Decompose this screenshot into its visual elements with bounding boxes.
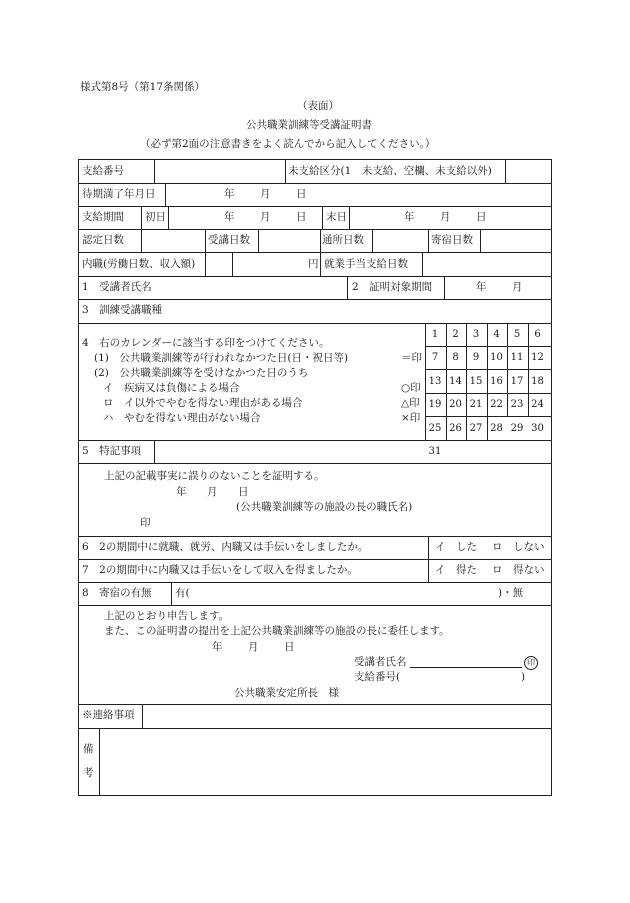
calendar-sub-ha: ハ やむを得ない理由がない場合 bbox=[103, 412, 261, 424]
cell-divider bbox=[141, 229, 142, 252]
calendar-day[interactable]: 30 bbox=[531, 422, 544, 434]
cell-divider bbox=[99, 728, 100, 796]
calendar-day[interactable]: 23 bbox=[510, 399, 524, 411]
calendar-day[interactable]: 10 bbox=[490, 352, 503, 364]
cell-divider bbox=[171, 582, 172, 605]
cert-day: 日 bbox=[238, 486, 249, 498]
label-shonichi: 初日 bbox=[145, 211, 166, 223]
date-year: 年 bbox=[224, 211, 235, 223]
calendar-day[interactable]: 25 bbox=[428, 422, 442, 434]
label-shikyu-kikan: 支給期間 bbox=[82, 211, 124, 223]
calendar-day[interactable]: 5 bbox=[513, 329, 521, 340]
calendar-day[interactable]: 2 bbox=[452, 329, 459, 340]
calendar-day[interactable]: 20 bbox=[449, 399, 462, 411]
calendar-day[interactable]: 22 bbox=[490, 399, 503, 411]
label-shomei-kikan: 2 証明対象期間 bbox=[352, 281, 433, 293]
label-naishoku: 内職(労働日数、収入額) bbox=[82, 258, 196, 270]
cell-divider bbox=[258, 229, 259, 252]
facility-head-label: (公共職業訓練等の施設の長の職氏名) bbox=[236, 501, 413, 513]
calendar-day[interactable]: 1 bbox=[431, 329, 439, 340]
row-divider bbox=[78, 323, 552, 324]
cell-divider bbox=[428, 229, 429, 252]
decl-day: 日 bbox=[284, 641, 295, 653]
cell-divider bbox=[349, 206, 350, 229]
row-divider bbox=[78, 299, 552, 300]
date-year: 年 bbox=[224, 188, 235, 200]
decl-year: 年 bbox=[212, 641, 223, 653]
cell-divider bbox=[372, 229, 373, 252]
name-underline bbox=[410, 667, 522, 668]
cell-divider bbox=[285, 159, 286, 183]
cell-divider bbox=[168, 206, 169, 229]
cert-month: 月 bbox=[207, 486, 218, 498]
calendar-day[interactable]: 15 bbox=[469, 375, 483, 387]
calendar-item-1: (1) 公共職業訓練等が行われなかつた日(日・祝日等) bbox=[94, 352, 349, 364]
cell-divider bbox=[480, 229, 481, 252]
mark-triangle: △印 bbox=[401, 397, 420, 409]
calendar-day[interactable]: 8 bbox=[452, 352, 459, 364]
calendar-day[interactable]: 28 bbox=[490, 422, 503, 434]
cell-divider bbox=[142, 704, 143, 728]
calendar-day[interactable]: 9 bbox=[472, 352, 480, 364]
instruction-note: （必ず第2面の注意書きをよく読んでから記入してください。） bbox=[140, 138, 436, 150]
label-biko-2: 考 bbox=[83, 767, 94, 779]
calendar-line bbox=[425, 369, 552, 370]
label-juko-nissu: 受講日数 bbox=[208, 234, 250, 246]
calendar-item-2: (2) 公共職業訓練等を受けなかつた日のうち bbox=[94, 367, 309, 379]
calendar-day[interactable]: 3 bbox=[472, 329, 480, 340]
form-number: 様式第8号（第17条関係） bbox=[80, 81, 206, 93]
calendar-day[interactable]: 27 bbox=[469, 422, 483, 434]
calendar-day[interactable]: 14 bbox=[449, 375, 462, 387]
certification-statement: 上記の記載事実に誤りのないことを証明する。 bbox=[104, 470, 325, 482]
name-seal bbox=[524, 656, 538, 670]
calendar-line bbox=[425, 346, 552, 347]
cell-divider bbox=[444, 276, 445, 299]
row-divider bbox=[78, 276, 552, 277]
mark-equal: ＝印 bbox=[401, 352, 422, 364]
form-title: 公共職業訓練等受講証明書 bbox=[246, 119, 372, 131]
cell-divider bbox=[205, 252, 206, 276]
date-day: 日 bbox=[476, 211, 487, 223]
calendar-day[interactable]: 26 bbox=[449, 422, 462, 434]
calendar-day[interactable]: 24 bbox=[531, 399, 544, 411]
calendar-day[interactable]: 16 bbox=[490, 375, 503, 387]
row-divider bbox=[78, 582, 552, 583]
cell-divider bbox=[347, 276, 348, 299]
declaration-line-2: また、この証明書の提出を上記公共職業訓練等の施設の長に委任します。 bbox=[104, 625, 450, 637]
row-divider bbox=[78, 559, 552, 560]
calendar-line bbox=[425, 416, 552, 417]
label-matsujitsu: 末日 bbox=[326, 211, 347, 223]
calendar-sub-i: イ 疾病又は負傷による場合 bbox=[103, 382, 240, 394]
cell-divider bbox=[141, 206, 142, 229]
cell-divider bbox=[428, 536, 429, 582]
label-shikyu-bango: 支給番号 bbox=[82, 165, 124, 177]
row-divider bbox=[78, 704, 552, 705]
cell-divider bbox=[320, 229, 321, 252]
row-divider bbox=[78, 463, 552, 464]
cert-seal: 印 bbox=[140, 517, 151, 529]
question-6: 6 2の期間中に就職、就労、内職又は手伝いをしましたか。 bbox=[82, 541, 369, 553]
date-day: 日 bbox=[296, 188, 307, 200]
row-divider bbox=[78, 728, 552, 729]
label-yen: 円 bbox=[308, 258, 319, 270]
calendar-day[interactable]: 19 bbox=[428, 399, 442, 411]
calendar-day[interactable]: 29 bbox=[510, 422, 524, 434]
date-month: 月 bbox=[260, 188, 271, 200]
kishuku-nashi[interactable]: )・無 bbox=[498, 587, 524, 599]
label-tsusho-nissu: 通所日数 bbox=[322, 234, 364, 246]
row-divider bbox=[78, 536, 552, 537]
calendar-day[interactable]: 7 bbox=[431, 352, 439, 364]
cert-year: 年 bbox=[176, 486, 187, 498]
calendar-heading: 4 右のカレンダーに該当する印をつけてください。 bbox=[82, 337, 330, 349]
row-divider bbox=[78, 440, 552, 441]
row-divider bbox=[78, 183, 552, 184]
kishuku-ari[interactable]: 有( bbox=[175, 587, 190, 599]
period-month: 月 bbox=[512, 281, 523, 293]
calendar-day[interactable]: 6 bbox=[534, 329, 541, 340]
mark-circle: ○印 bbox=[401, 382, 421, 394]
calendar-line bbox=[425, 393, 552, 394]
question-7: 7 2の期間中に内職又は手伝いをして収入を得ましたか。 bbox=[82, 564, 358, 576]
calendar-day[interactable]: 18 bbox=[531, 375, 544, 387]
addressee: 公共職業安定所長 様 bbox=[234, 687, 339, 699]
label-nintei-nissu: 認定日数 bbox=[82, 234, 124, 246]
row-divider bbox=[78, 206, 552, 207]
label-kishuku-nissu: 寄宿日数 bbox=[431, 234, 473, 246]
label-biko-1: 備 bbox=[83, 743, 94, 755]
shikyu-bango-close: ) bbox=[521, 671, 526, 683]
calendar-day[interactable]: 11 bbox=[510, 352, 524, 364]
label-kunren-shokushu: 3 訓練受講職種 bbox=[82, 304, 163, 316]
date-month: 月 bbox=[440, 211, 451, 223]
cell-divider bbox=[205, 229, 206, 252]
row-divider bbox=[78, 252, 552, 253]
label-shikyu-bango-decl: 支給番号( bbox=[354, 671, 401, 683]
calendar-day[interactable]: 21 bbox=[469, 399, 483, 411]
q7-option-i[interactable]: イ 得た bbox=[435, 564, 477, 576]
cell-divider bbox=[322, 206, 323, 229]
cell-divider bbox=[165, 183, 166, 206]
date-year: 年 bbox=[404, 211, 415, 223]
row-divider bbox=[78, 605, 552, 606]
cell-divider bbox=[422, 252, 423, 276]
cell-divider bbox=[232, 252, 233, 276]
q6-option-i[interactable]: イ した bbox=[435, 541, 477, 553]
label-tokki: 5 特記事項 bbox=[82, 445, 142, 457]
label-taiki-manryo: 待期満了年月日 bbox=[82, 188, 156, 200]
label-shugyo-teate: 就業手当支給日数 bbox=[324, 258, 408, 270]
seal-mark-icon: 印 bbox=[524, 656, 538, 670]
calendar-day[interactable]: 17 bbox=[510, 375, 524, 387]
cell-divider bbox=[505, 159, 506, 183]
calendar-day[interactable]: 4 bbox=[493, 329, 500, 340]
cell-divider bbox=[154, 159, 155, 183]
calendar-day[interactable]: 31 bbox=[428, 446, 442, 457]
calendar-sub-ro: ロ イ以外でやむを得ない理由がある場合 bbox=[103, 397, 303, 409]
q7-option-ro[interactable]: ロ 得ない bbox=[492, 564, 545, 576]
q6-option-ro[interactable]: ロ しない bbox=[492, 541, 545, 553]
face-label: （表面） bbox=[297, 100, 339, 112]
label-jukosha-shimei: 1 受講者氏名 bbox=[82, 281, 152, 293]
label-renraku: ※連絡事項 bbox=[82, 709, 135, 721]
mark-cross: ×印 bbox=[401, 412, 421, 424]
period-year: 年 bbox=[476, 281, 487, 293]
decl-month: 月 bbox=[248, 641, 259, 653]
label-mishikyu-kubun: 未支給区分(1 未支給、空欄、未支給以外) bbox=[288, 165, 492, 177]
cell-divider bbox=[320, 252, 321, 276]
calendar-day[interactable]: 12 bbox=[531, 352, 544, 364]
declaration-line-1: 上記のとおり申告します。 bbox=[104, 610, 230, 622]
date-day: 日 bbox=[296, 211, 307, 223]
label-jukosha-name: 受講者氏名 bbox=[354, 656, 407, 668]
calendar-day[interactable]: 13 bbox=[428, 375, 442, 387]
cell-divider bbox=[154, 440, 155, 463]
question-8: 8 寄宿の有無 bbox=[82, 587, 152, 599]
date-month: 月 bbox=[260, 211, 271, 223]
